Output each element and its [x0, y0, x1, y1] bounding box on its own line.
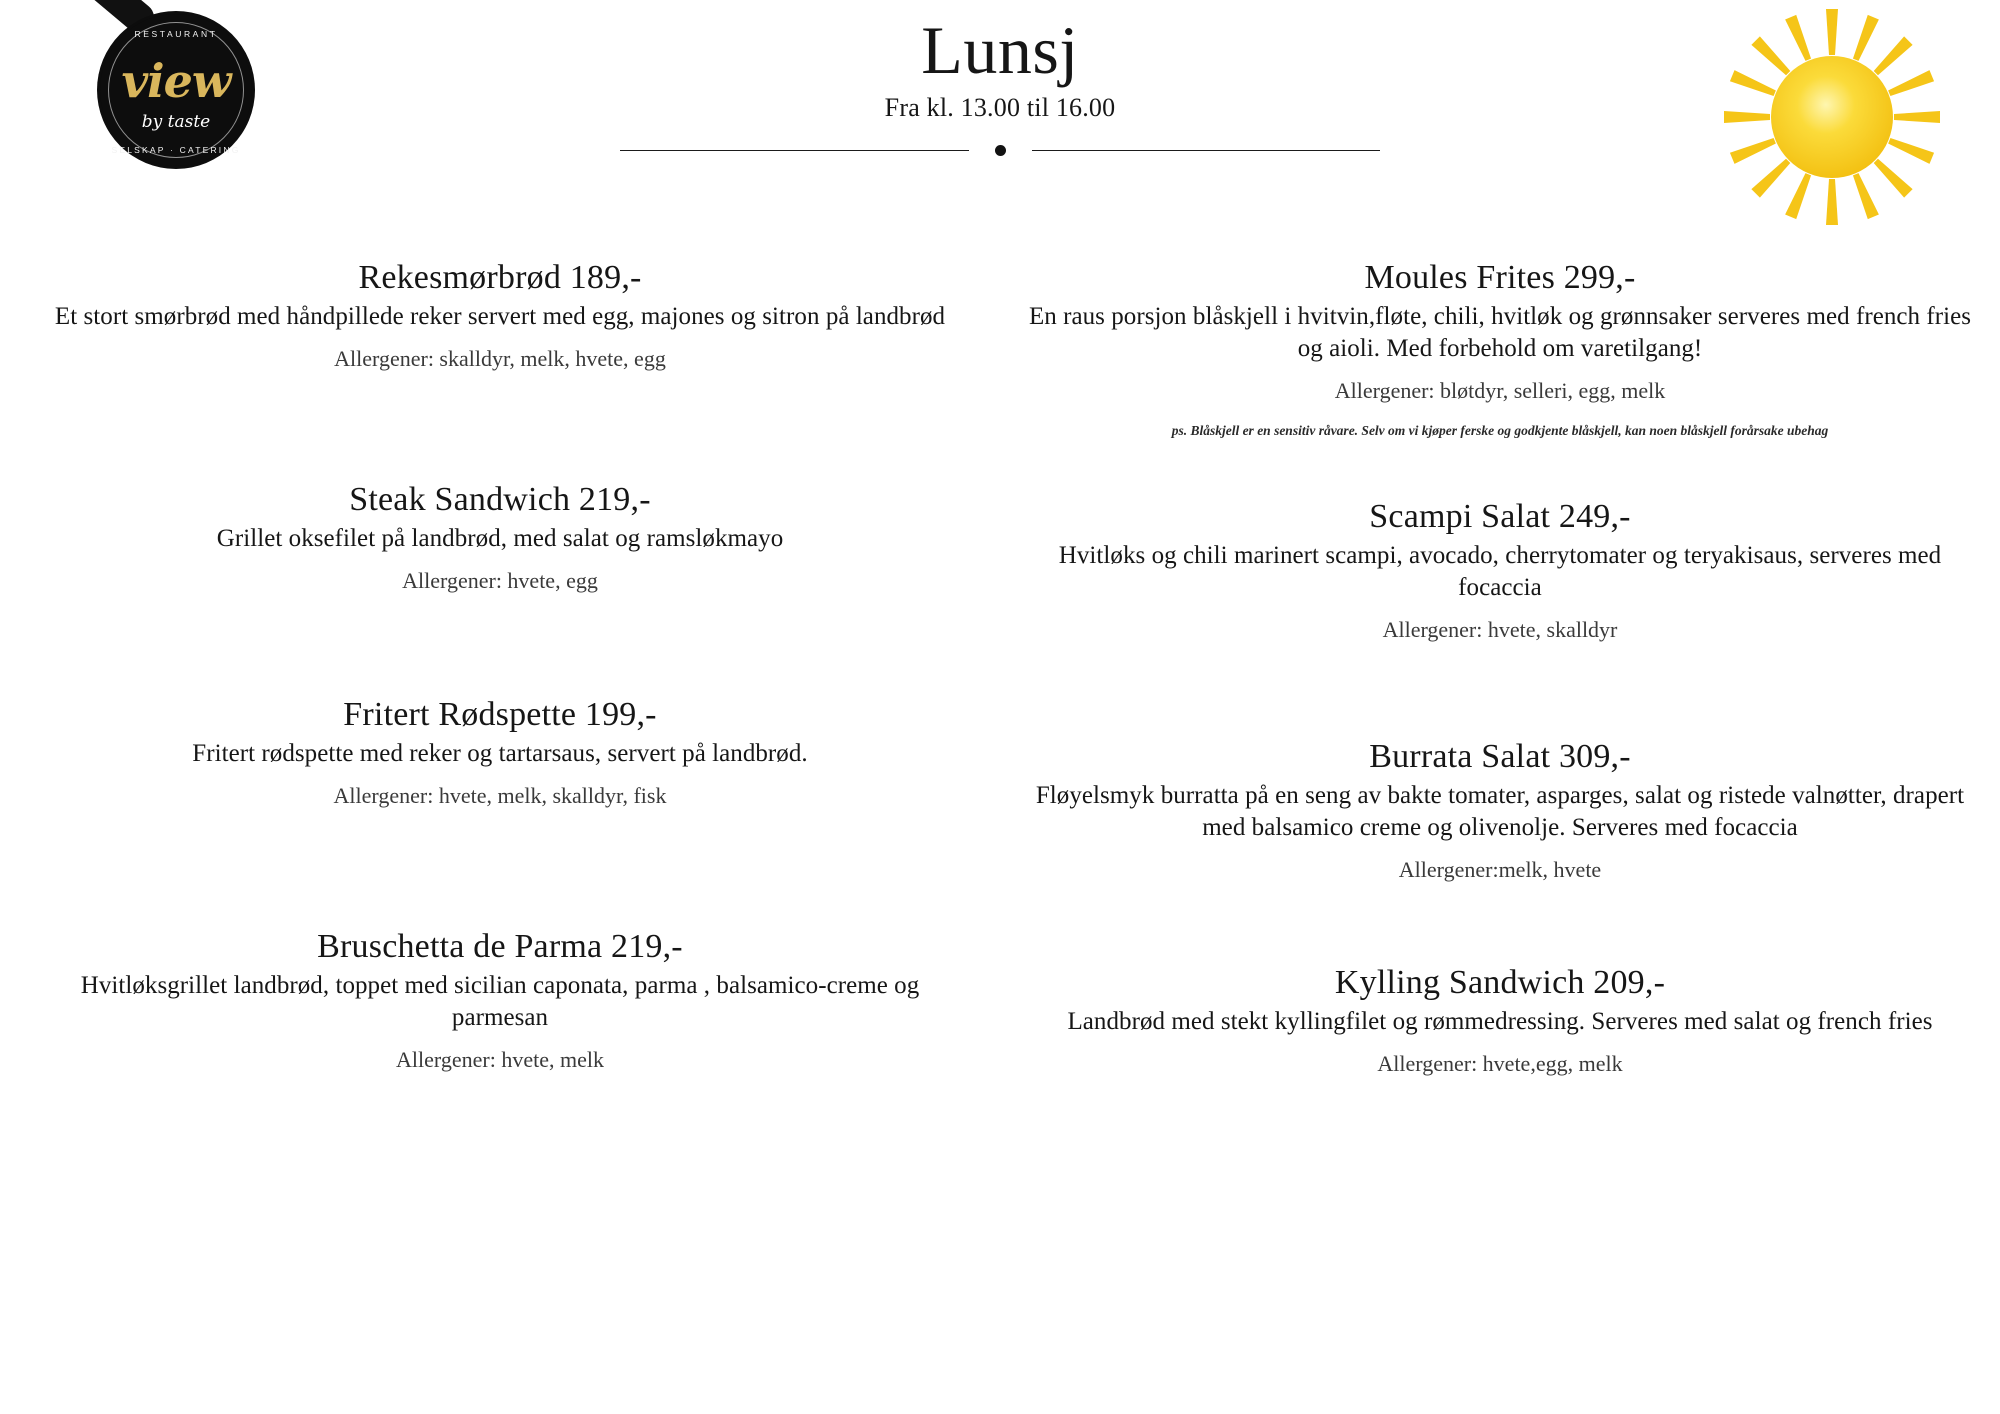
menu-item-allergens: Allergener: hvete, egg [402, 567, 598, 593]
menu-item-name: Scampi Salat 249,- [1369, 498, 1631, 536]
menu-item-description: En raus porsjon blåskjell i hvitvin,fløte, chili, hvitløk og grønnsaker serveres med french fries og aioli. Med forbehold om varetilgang! [1028, 303, 1972, 363]
menu-item-name: Rekesmørbrød 189,- [358, 259, 642, 296]
menu-item-name: Bruschetta de Parma 219,- [317, 928, 683, 966]
divider-line-left [620, 150, 969, 151]
header-divider [620, 145, 1380, 156]
menu-item [0, 927, 1000, 1075]
menu-item [1000, 497, 2000, 645]
menu-column-left [0, 240, 1000, 1078]
menu-item-allergens: Allergener: hvete, melk [396, 1047, 604, 1073]
menu-item-description: Hvitløks og chili marinert scampi, avocado, cherrytomater og teryakisaus, serveres med focaccia [1058, 542, 1942, 602]
menu-item-name: Moules Frites 299,- [1364, 259, 1636, 296]
menu-item-name: Kylling Sandwich 209,- [1334, 963, 1666, 1001]
menu-item-allergens: Allergener: hvete, skalldyr [1382, 617, 1618, 643]
menu-item-allergens: Allergener: bløtdyr, selleri, egg, melk [1334, 378, 1666, 404]
menu-item-allergens: Allergener: hvete, melk, skalldyr, fisk [333, 783, 667, 809]
logo-bottom-label: SELSKAP · CATERING [111, 145, 241, 155]
menu-item-description: Grillet oksefilet på landbrød, med salat og ramsløkmayo [216, 524, 784, 552]
menu-item-name: Steak Sandwich 219,- [349, 480, 651, 518]
menu-header [0, 12, 2000, 156]
menu-item-name: Burrata Salat 309,- [1369, 737, 1631, 775]
menu-item-description: Landbrød med stekt kyllingfilet og rømmedressing. Serveres med salat og french fries [1067, 1007, 1933, 1035]
menu-item-allergens: Allergener: hvete,egg, melk [1377, 1050, 1623, 1076]
menu-item [0, 695, 1000, 811]
menu-item-name: Fritert Rødspette 199,- [343, 696, 657, 734]
logo-top-label: RESTAURANT [134, 29, 218, 39]
menu-item [1000, 963, 2000, 1079]
divider-line-right [1032, 150, 1381, 151]
menu-item-allergens: Allergener: skalldyr, melk, hvete, egg [334, 346, 666, 372]
menu-item-description: Et stort smørbrød med håndpillede reker servert med egg, majones og sitron på landbrød [54, 303, 946, 331]
menu-column-right [1000, 240, 2000, 1078]
menu-item-description: Fritert rødspette med reker og tartarsaus, servert på landbrød. [192, 740, 808, 768]
menu-item-description: Hvitløksgrillet landbrød, toppet med sicilian caponata, parma , balsamico-creme og parmesan [80, 972, 920, 1032]
logo-wordmark: view [121, 54, 231, 108]
menu-grid [0, 240, 2000, 1078]
page-title: Lunsj [921, 12, 1079, 88]
menu-item [1000, 258, 2000, 439]
menu-item-note: ps. Blåskjell er en sensitiv råvare. Selv om vi kjøper ferske og godkjente blåskjell, kan noen blåskjell forårsake ubehag [1171, 422, 1829, 438]
menu-item-allergens: Allergener:melk, hvete [1398, 857, 1602, 883]
menu-item [0, 258, 1000, 374]
logo-subtitle: by taste [141, 112, 211, 132]
serving-hours: Fra kl. 13.00 til 16.00 [884, 93, 1116, 122]
divider-dot [995, 145, 1006, 156]
menu-item [1000, 737, 2000, 885]
menu-item-description: Fløyelsmyk burratta på en seng av bakte tomater, asparges, salat og ristede valnøtter, drapert med balsamico creme og olivenolje. Serveres med focaccia [1035, 782, 1965, 842]
menu-item [0, 480, 1000, 596]
